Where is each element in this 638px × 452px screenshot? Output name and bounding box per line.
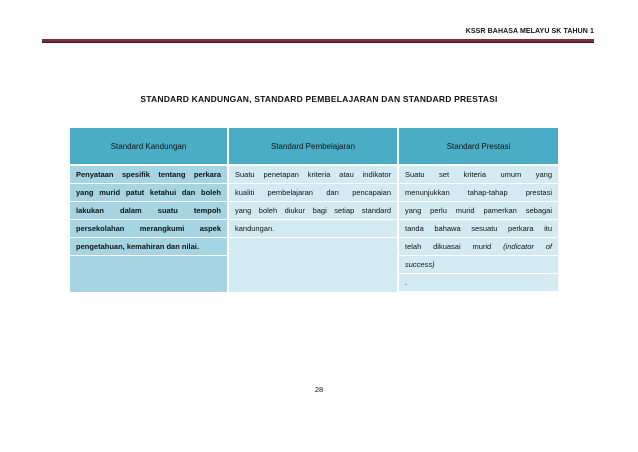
table-line: kandungan. [229, 220, 397, 238]
page-title: STANDARD KANDUNGAN, STANDARD PEMBELAJARAN DAN STANDARD PRESTASI [140, 94, 498, 104]
table-line [399, 256, 558, 274]
table-line [399, 238, 558, 256]
column-header-standard-prestasi: Standard Prestasi [398, 128, 558, 164]
table-line: lakukan dalam suatu tempoh [70, 202, 227, 220]
prestasi-text-italic: success) [405, 260, 435, 269]
table-blank-line [229, 238, 397, 255]
table-line: yang perlu murid pamerkan sebagai [399, 202, 558, 220]
table-blank-line [229, 255, 397, 272]
running-header: KSSR BAHASA MELAYU SK TAHUN 1 [465, 28, 594, 35]
table-line: menunjukkan tahap-tahap prestasi [399, 184, 558, 202]
table-line: yang murid patut ketahui dan boleh [70, 184, 227, 202]
table-line: tanda bahawa sesuatu perkara itu [399, 220, 558, 238]
table-blank-line [70, 273, 227, 290]
header-rule [42, 39, 594, 43]
table-blank-line [70, 256, 227, 273]
standards-table [70, 128, 558, 292]
table-line: yang boleh diukur bagi setiap standard [229, 202, 397, 220]
table-line: pengetahuan, kemahiran dan nilai. [70, 238, 227, 256]
table-line: Penyataan spesifik tentang perkara [70, 166, 227, 184]
table-line: kualiti pembelajaran dan pencapaian [229, 184, 397, 202]
table-line: . [399, 274, 558, 292]
table-blank-line [229, 272, 397, 289]
table-line: persekolahan merangkumi aspek [70, 220, 227, 238]
table-line: Suatu penetapan kriteria atau indikator [229, 166, 397, 184]
column-header-standard-pembelajaran: Standard Pembelajaran [228, 128, 398, 164]
table-line: Suatu set kriteria umum yang [399, 166, 558, 184]
prestasi-text-italic: (indicator of [503, 242, 553, 251]
standard-pembelajaran-cell [228, 166, 398, 292]
page-number: 28 [314, 385, 324, 394]
standard-kandungan-cell [70, 166, 228, 292]
standard-prestasi-cell [398, 166, 558, 292]
column-header-standard-kandungan: Standard Kandungan [70, 128, 228, 164]
prestasi-text-plain: telah dikuasai murid [405, 242, 504, 251]
